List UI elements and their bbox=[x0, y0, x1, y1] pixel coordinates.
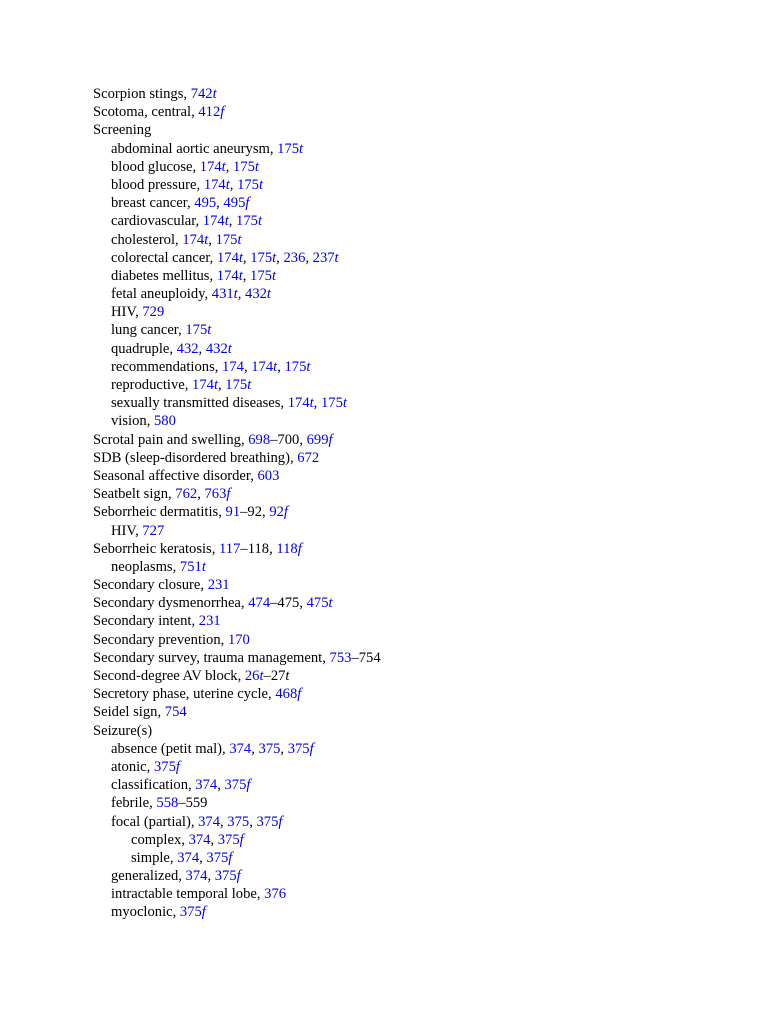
range-dash: – bbox=[270, 431, 278, 448]
ref-separator: , bbox=[188, 777, 196, 794]
page-link[interactable]: 375 bbox=[287, 740, 310, 757]
ref-separator: , bbox=[146, 758, 154, 775]
entry-term: blood pressure bbox=[111, 176, 197, 193]
page-link[interactable]: 175 bbox=[233, 158, 255, 175]
ref-separator: , bbox=[178, 868, 186, 885]
entry-term: Secretory phase, uterine cycle bbox=[93, 686, 269, 703]
entry-term: fetal aneuploidy bbox=[111, 286, 205, 303]
page-link[interactable]: 175 bbox=[237, 176, 259, 193]
page-link[interactable]: 375 bbox=[258, 740, 281, 757]
page-suffix[interactable]: t bbox=[259, 668, 264, 684]
range-dash: – bbox=[270, 595, 278, 612]
index-subentry bbox=[93, 158, 733, 176]
page-suffix[interactable]: t bbox=[204, 231, 209, 248]
index-subentry bbox=[93, 303, 733, 321]
page-range-end: 27 bbox=[270, 668, 286, 684]
ref-separator: , bbox=[178, 322, 186, 339]
ref-separator: , bbox=[135, 522, 143, 539]
entry-term: HIV bbox=[111, 522, 136, 539]
page-suffix[interactable]: t bbox=[238, 249, 243, 266]
index-entry bbox=[93, 485, 733, 503]
entry-term: Secondary prevention bbox=[93, 631, 221, 648]
ref-separator: , bbox=[217, 777, 225, 794]
ref-separator: , bbox=[186, 195, 195, 212]
page-suffix[interactable]: f bbox=[328, 431, 333, 448]
entry-term: Secondary closure bbox=[93, 577, 201, 594]
page-suffix[interactable]: f bbox=[228, 849, 233, 866]
entry-term: vision bbox=[111, 413, 147, 430]
range-dash: – bbox=[240, 540, 248, 557]
page-suffix[interactable]: t bbox=[306, 358, 311, 375]
entry-term: lung cancer bbox=[111, 322, 179, 339]
range-dash: – bbox=[178, 795, 186, 812]
entry-term: generalized bbox=[111, 868, 179, 885]
page-suffix[interactable]: f bbox=[309, 740, 314, 757]
page-link[interactable]: 754 bbox=[164, 704, 187, 721]
ref-separator: , bbox=[149, 795, 157, 812]
page-link[interactable]: 117 bbox=[219, 540, 241, 557]
page-link[interactable]: 374 bbox=[185, 868, 208, 885]
entry-term: Secondary survey, trauma management bbox=[93, 649, 323, 666]
ref-separator: , bbox=[207, 868, 215, 885]
entry-term: Second-degree AV block bbox=[93, 668, 238, 684]
page-link[interactable]: 236 bbox=[283, 249, 306, 266]
ref-separator: , bbox=[191, 104, 199, 121]
page-link[interactable]: 376 bbox=[264, 886, 287, 903]
index-subentry bbox=[93, 867, 733, 885]
page-range-end-suffix: t bbox=[285, 668, 290, 684]
page-suffix[interactable]: f bbox=[278, 813, 283, 830]
page-link[interactable]: 475 bbox=[306, 595, 329, 612]
index-subentry bbox=[93, 267, 733, 285]
page-link[interactable]: 375 bbox=[224, 777, 247, 794]
entry-term: complex bbox=[131, 831, 182, 848]
entry-term: abdominal aortic aneurysm bbox=[111, 140, 270, 157]
index-subentry bbox=[93, 813, 733, 831]
ref-separator: , bbox=[299, 595, 307, 612]
index-subentry bbox=[93, 776, 733, 794]
page-link[interactable]: 174 bbox=[203, 176, 226, 193]
page-suffix[interactable]: t bbox=[212, 86, 217, 102]
ref-separator: , bbox=[172, 904, 180, 921]
page-link[interactable]: 763 bbox=[204, 486, 227, 503]
page-suffix[interactable]: t bbox=[221, 158, 226, 175]
page-link[interactable]: 174 bbox=[216, 267, 239, 284]
entry-term: Seidel sign bbox=[93, 704, 158, 721]
page-link[interactable]: 727 bbox=[142, 522, 165, 539]
range-dash: – bbox=[351, 649, 359, 666]
page-suffix[interactable]: t bbox=[258, 176, 264, 193]
page-suffix[interactable]: t bbox=[266, 286, 271, 303]
ref-separator: , bbox=[218, 377, 226, 393]
page-link[interactable]: 762 bbox=[175, 486, 198, 503]
page-link[interactable]: 375 bbox=[214, 868, 237, 885]
entry-term: myoclonic bbox=[111, 904, 173, 921]
entry-term: Secondary intent bbox=[93, 613, 192, 630]
index-subentry bbox=[93, 394, 733, 412]
page-link[interactable]: 231 bbox=[207, 577, 230, 594]
ref-separator: , bbox=[262, 504, 270, 521]
entry-term: focal (partial) bbox=[111, 813, 191, 830]
entry-term: absence (petit mal) bbox=[111, 740, 223, 757]
entry-term: Scorpion stings bbox=[93, 86, 184, 102]
page-suffix[interactable]: t bbox=[237, 231, 242, 248]
page-link[interactable]: 174 bbox=[222, 358, 244, 375]
ref-separator: , bbox=[200, 577, 208, 594]
page-link[interactable]: 603 bbox=[257, 467, 280, 484]
ref-separator: , bbox=[225, 158, 234, 175]
entry-term: sexually transmitted diseases bbox=[111, 395, 281, 412]
entry-term: simple bbox=[131, 849, 170, 866]
ref-separator: , bbox=[209, 249, 217, 266]
page-link[interactable]: 91 bbox=[225, 504, 241, 521]
index-subentry bbox=[93, 358, 733, 376]
ref-separator: , bbox=[322, 649, 330, 666]
ref-separator: , bbox=[240, 431, 249, 448]
index-entry bbox=[93, 594, 733, 612]
page-suffix[interactable]: t bbox=[334, 249, 339, 266]
page-link[interactable]: 237 bbox=[312, 249, 335, 266]
page-suffix[interactable]: f bbox=[226, 486, 231, 503]
index-entry bbox=[93, 631, 733, 649]
page-link[interactable]: 495 bbox=[223, 195, 246, 212]
page-suffix[interactable]: t bbox=[213, 377, 218, 393]
ref-separator: , bbox=[209, 267, 217, 284]
page-suffix[interactable]: f bbox=[283, 504, 288, 521]
index-entry bbox=[93, 685, 733, 703]
page-suffix[interactable]: t bbox=[271, 267, 276, 284]
index-subentry bbox=[93, 321, 733, 339]
index-entry bbox=[93, 503, 733, 521]
ref-separator: , bbox=[249, 813, 257, 830]
page-link[interactable]: 698 bbox=[248, 431, 271, 448]
ref-separator: , bbox=[256, 886, 265, 903]
entry-term: Scrotal pain and swelling bbox=[93, 431, 241, 448]
ref-separator: , bbox=[237, 286, 246, 303]
index-subentry bbox=[93, 740, 733, 758]
ref-separator: , bbox=[168, 486, 176, 503]
page-suffix[interactable]: t bbox=[238, 267, 243, 284]
page-link[interactable]: 175 bbox=[320, 395, 343, 412]
ref-separator: , bbox=[172, 558, 180, 575]
page-suffix[interactable]: t bbox=[225, 176, 230, 193]
entry-term: neoplasms bbox=[111, 558, 173, 575]
ref-separator: , bbox=[276, 249, 284, 266]
ref-separator: , bbox=[299, 431, 307, 448]
entry-term: Screening bbox=[93, 122, 152, 139]
page-link[interactable]: 432 bbox=[205, 340, 228, 357]
index-list bbox=[93, 85, 733, 922]
page-range-end: 92 bbox=[247, 504, 263, 521]
ref-separator: , bbox=[204, 286, 212, 303]
index-subentry bbox=[93, 885, 733, 903]
ref-separator: , bbox=[214, 358, 223, 375]
page-link[interactable]: 753 bbox=[329, 649, 352, 666]
ref-separator: , bbox=[183, 86, 191, 102]
entry-term: HIV bbox=[111, 304, 136, 321]
index-subentry bbox=[93, 194, 733, 212]
entry-term: Secondary dysmenorrhea bbox=[93, 595, 241, 612]
index-subentry bbox=[93, 522, 733, 540]
page-link[interactable]: 672 bbox=[297, 449, 320, 466]
page-suffix[interactable]: t bbox=[207, 322, 212, 339]
page-link[interactable]: 174 bbox=[216, 249, 239, 266]
ref-separator: , bbox=[242, 249, 251, 266]
index-entry bbox=[93, 121, 733, 139]
page-link[interactable]: 729 bbox=[142, 304, 165, 321]
ref-separator: , bbox=[208, 231, 216, 248]
index-entry bbox=[93, 540, 733, 558]
page-link[interactable]: 751 bbox=[179, 558, 202, 575]
page-link[interactable]: 174 bbox=[182, 231, 205, 248]
page-link[interactable]: 580 bbox=[153, 413, 176, 430]
page-link[interactable]: 175 bbox=[215, 231, 238, 248]
page-link[interactable]: 174 bbox=[199, 158, 222, 175]
ref-separator: , bbox=[237, 668, 245, 684]
index-subentry bbox=[93, 340, 733, 358]
index-subentry bbox=[93, 758, 733, 776]
ref-separator: , bbox=[251, 740, 259, 757]
entry-term: reproductive bbox=[111, 377, 185, 393]
page-suffix[interactable]: t bbox=[299, 140, 304, 157]
ref-separator: , bbox=[184, 377, 193, 393]
index-subentry bbox=[93, 903, 733, 921]
entry-term: atonic bbox=[111, 758, 147, 775]
ref-separator: , bbox=[216, 195, 224, 212]
page-suffix[interactable]: f bbox=[201, 904, 206, 921]
ref-separator: , bbox=[280, 395, 288, 412]
entry-term: breast cancer bbox=[111, 195, 187, 212]
page-link[interactable]: 468 bbox=[275, 686, 298, 703]
ref-separator: , bbox=[181, 831, 189, 848]
entry-term: quadruple bbox=[111, 340, 170, 357]
ref-separator: , bbox=[289, 449, 298, 466]
page-suffix[interactable]: f bbox=[245, 195, 250, 212]
page-link[interactable]: 374 bbox=[198, 813, 220, 830]
index-subentry bbox=[93, 176, 733, 194]
page-range-end: 475 bbox=[277, 595, 300, 612]
entry-term: SDB (sleep-disordered breathing) bbox=[93, 449, 290, 466]
page-link[interactable]: 174 bbox=[192, 377, 214, 393]
page-suffix[interactable]: f bbox=[297, 540, 302, 557]
page-link[interactable]: 175 bbox=[277, 140, 300, 157]
page-link[interactable]: 742 bbox=[190, 86, 213, 102]
page-suffix[interactable]: f bbox=[175, 758, 180, 775]
ref-separator: , bbox=[198, 340, 206, 357]
page-link[interactable]: 495 bbox=[194, 195, 217, 212]
page-link[interactable]: 374 bbox=[229, 740, 252, 757]
page-range-end: 559 bbox=[185, 795, 208, 812]
ref-separator: , bbox=[192, 158, 200, 175]
page-link[interactable]: 170 bbox=[227, 631, 250, 648]
page-link[interactable]: 174 bbox=[251, 358, 274, 375]
index-entry bbox=[93, 649, 733, 667]
page-suffix[interactable]: t bbox=[272, 249, 277, 266]
ref-separator: , bbox=[222, 740, 230, 757]
entry-term: febrile bbox=[111, 795, 150, 812]
ref-separator: , bbox=[250, 467, 258, 484]
ref-separator: , bbox=[240, 595, 249, 612]
page-suffix[interactable]: t bbox=[309, 395, 314, 412]
entry-term: Scotoma, central bbox=[93, 104, 192, 121]
page-link[interactable]: 375 bbox=[153, 758, 176, 775]
index-subentry bbox=[93, 212, 733, 230]
ref-separator: , bbox=[220, 631, 228, 648]
ref-separator: , bbox=[197, 486, 205, 503]
ref-separator: , bbox=[190, 813, 199, 830]
ref-separator: , bbox=[305, 249, 313, 266]
entry-term: Seborrheic dermatitis bbox=[93, 504, 219, 521]
page-link[interactable]: 374 bbox=[177, 849, 200, 866]
ref-separator: , bbox=[169, 849, 178, 866]
page-suffix[interactable]: t bbox=[273, 358, 278, 375]
entry-term: classification bbox=[111, 777, 188, 794]
entry-term: Seatbelt sign bbox=[93, 486, 168, 503]
page-link[interactable]: 175 bbox=[250, 267, 272, 284]
index-entry bbox=[93, 576, 733, 594]
page-range-end: 700 bbox=[277, 431, 300, 448]
ref-separator: , bbox=[196, 176, 204, 193]
page-range-end: 754 bbox=[358, 649, 381, 666]
index-subentry bbox=[93, 249, 733, 267]
ref-separator: , bbox=[135, 304, 143, 321]
ref-separator: , bbox=[175, 231, 183, 248]
entry-term: diabetes mellitus bbox=[111, 267, 210, 284]
page-link[interactable]: 375 bbox=[227, 813, 250, 830]
index-subentry bbox=[93, 558, 733, 576]
page-suffix[interactable]: t bbox=[247, 377, 252, 393]
entry-term: cardiovascular bbox=[111, 213, 196, 230]
page-link[interactable]: 92 bbox=[269, 504, 284, 521]
page-link[interactable]: 374 bbox=[195, 777, 218, 794]
page-link[interactable]: 175 bbox=[236, 213, 258, 230]
range-dash: – bbox=[240, 504, 248, 521]
page-link[interactable]: 375 bbox=[179, 904, 202, 921]
entry-term: colorectal cancer bbox=[111, 249, 210, 266]
index-entry bbox=[93, 722, 733, 740]
ref-separator: , bbox=[269, 540, 277, 557]
page-suffix[interactable]: f bbox=[297, 686, 302, 703]
page-link[interactable]: 118 bbox=[276, 540, 298, 557]
page-link[interactable]: 375 bbox=[256, 813, 279, 830]
ref-separator: , bbox=[277, 358, 285, 375]
ref-separator: , bbox=[195, 213, 203, 230]
ref-separator: , bbox=[157, 704, 165, 721]
index-subentry bbox=[93, 412, 733, 430]
page-link[interactable]: 374 bbox=[188, 831, 211, 848]
ref-separator: , bbox=[313, 395, 321, 412]
index-subsubentry bbox=[93, 849, 733, 867]
index-entry bbox=[93, 703, 733, 721]
index-entry bbox=[93, 467, 733, 485]
page-link[interactable]: 432 bbox=[176, 340, 199, 357]
ref-separator: , bbox=[210, 831, 218, 848]
index-subentry bbox=[93, 231, 733, 249]
page-suffix[interactable]: t bbox=[257, 213, 262, 230]
index-entry bbox=[93, 431, 733, 449]
page-suffix[interactable]: f bbox=[220, 104, 225, 121]
entry-term: intractable temporal lobe bbox=[111, 886, 257, 903]
page-link[interactable]: 432 bbox=[245, 286, 267, 303]
ref-separator: , bbox=[229, 176, 238, 193]
page-link[interactable]: 699 bbox=[306, 431, 329, 448]
ref-separator: , bbox=[191, 613, 199, 630]
page-suffix[interactable]: t bbox=[227, 340, 232, 357]
ref-separator: , bbox=[269, 140, 278, 157]
index-subentry bbox=[93, 285, 733, 303]
page-link[interactable]: 375 bbox=[217, 831, 240, 848]
entry-term: cholesterol bbox=[111, 231, 176, 248]
page-link[interactable]: 175 bbox=[225, 377, 248, 393]
page-link[interactable]: 375 bbox=[206, 849, 229, 866]
ref-separator: , bbox=[243, 358, 252, 375]
ref-separator: , bbox=[228, 213, 237, 230]
page-suffix[interactable]: t bbox=[328, 595, 333, 612]
page-link[interactable]: 558 bbox=[156, 795, 179, 812]
page-suffix[interactable]: t bbox=[224, 213, 229, 230]
index-entry bbox=[93, 612, 733, 630]
range-dash: – bbox=[263, 668, 271, 684]
page-suffix[interactable]: t bbox=[342, 395, 347, 412]
entry-term: Seasonal affective disorder bbox=[93, 467, 251, 484]
page-link[interactable]: 412 bbox=[198, 104, 221, 121]
ref-separator: , bbox=[280, 740, 288, 757]
page-suffix[interactable]: t bbox=[201, 558, 206, 575]
page-link[interactable]: 175 bbox=[284, 358, 307, 375]
index-subsubentry bbox=[93, 831, 733, 849]
page-link[interactable]: 231 bbox=[198, 613, 221, 630]
page-suffix[interactable]: t bbox=[254, 158, 259, 175]
index-entry bbox=[93, 449, 733, 467]
page-link[interactable]: 474 bbox=[248, 595, 271, 612]
ref-separator: , bbox=[199, 849, 207, 866]
entry-term: Seborrheic keratosis bbox=[93, 540, 212, 557]
page-range-end: 118 bbox=[247, 540, 270, 557]
ref-separator: , bbox=[242, 267, 251, 284]
entry-term: recommendations bbox=[111, 358, 215, 375]
page-suffix[interactable]: f bbox=[236, 868, 241, 885]
page-suffix[interactable]: f bbox=[239, 831, 244, 848]
ref-separator: , bbox=[146, 413, 154, 430]
ref-separator: , bbox=[211, 540, 220, 557]
page-suffix[interactable]: t bbox=[233, 286, 238, 303]
index-subentry bbox=[93, 140, 733, 158]
entry-term: blood glucose bbox=[111, 158, 193, 175]
page-suffix[interactable]: f bbox=[246, 777, 251, 794]
index-entry bbox=[93, 667, 733, 685]
ref-separator: , bbox=[268, 686, 276, 703]
entry-term: Seizure(s) bbox=[93, 722, 153, 739]
index-subentry bbox=[93, 794, 733, 812]
index-subentry bbox=[93, 376, 733, 394]
ref-separator: , bbox=[220, 813, 228, 830]
page-link[interactable]: 175 bbox=[185, 322, 208, 339]
index-entry bbox=[93, 103, 733, 121]
page-link[interactable]: 26 bbox=[244, 668, 260, 684]
ref-separator: , bbox=[218, 504, 226, 521]
page-link[interactable]: 174 bbox=[202, 213, 225, 230]
page-link[interactable]: 174 bbox=[287, 395, 310, 412]
page-link[interactable]: 175 bbox=[250, 249, 273, 266]
index-entry bbox=[93, 85, 733, 103]
ref-separator: , bbox=[169, 340, 177, 357]
page-link[interactable]: 431 bbox=[211, 286, 234, 303]
